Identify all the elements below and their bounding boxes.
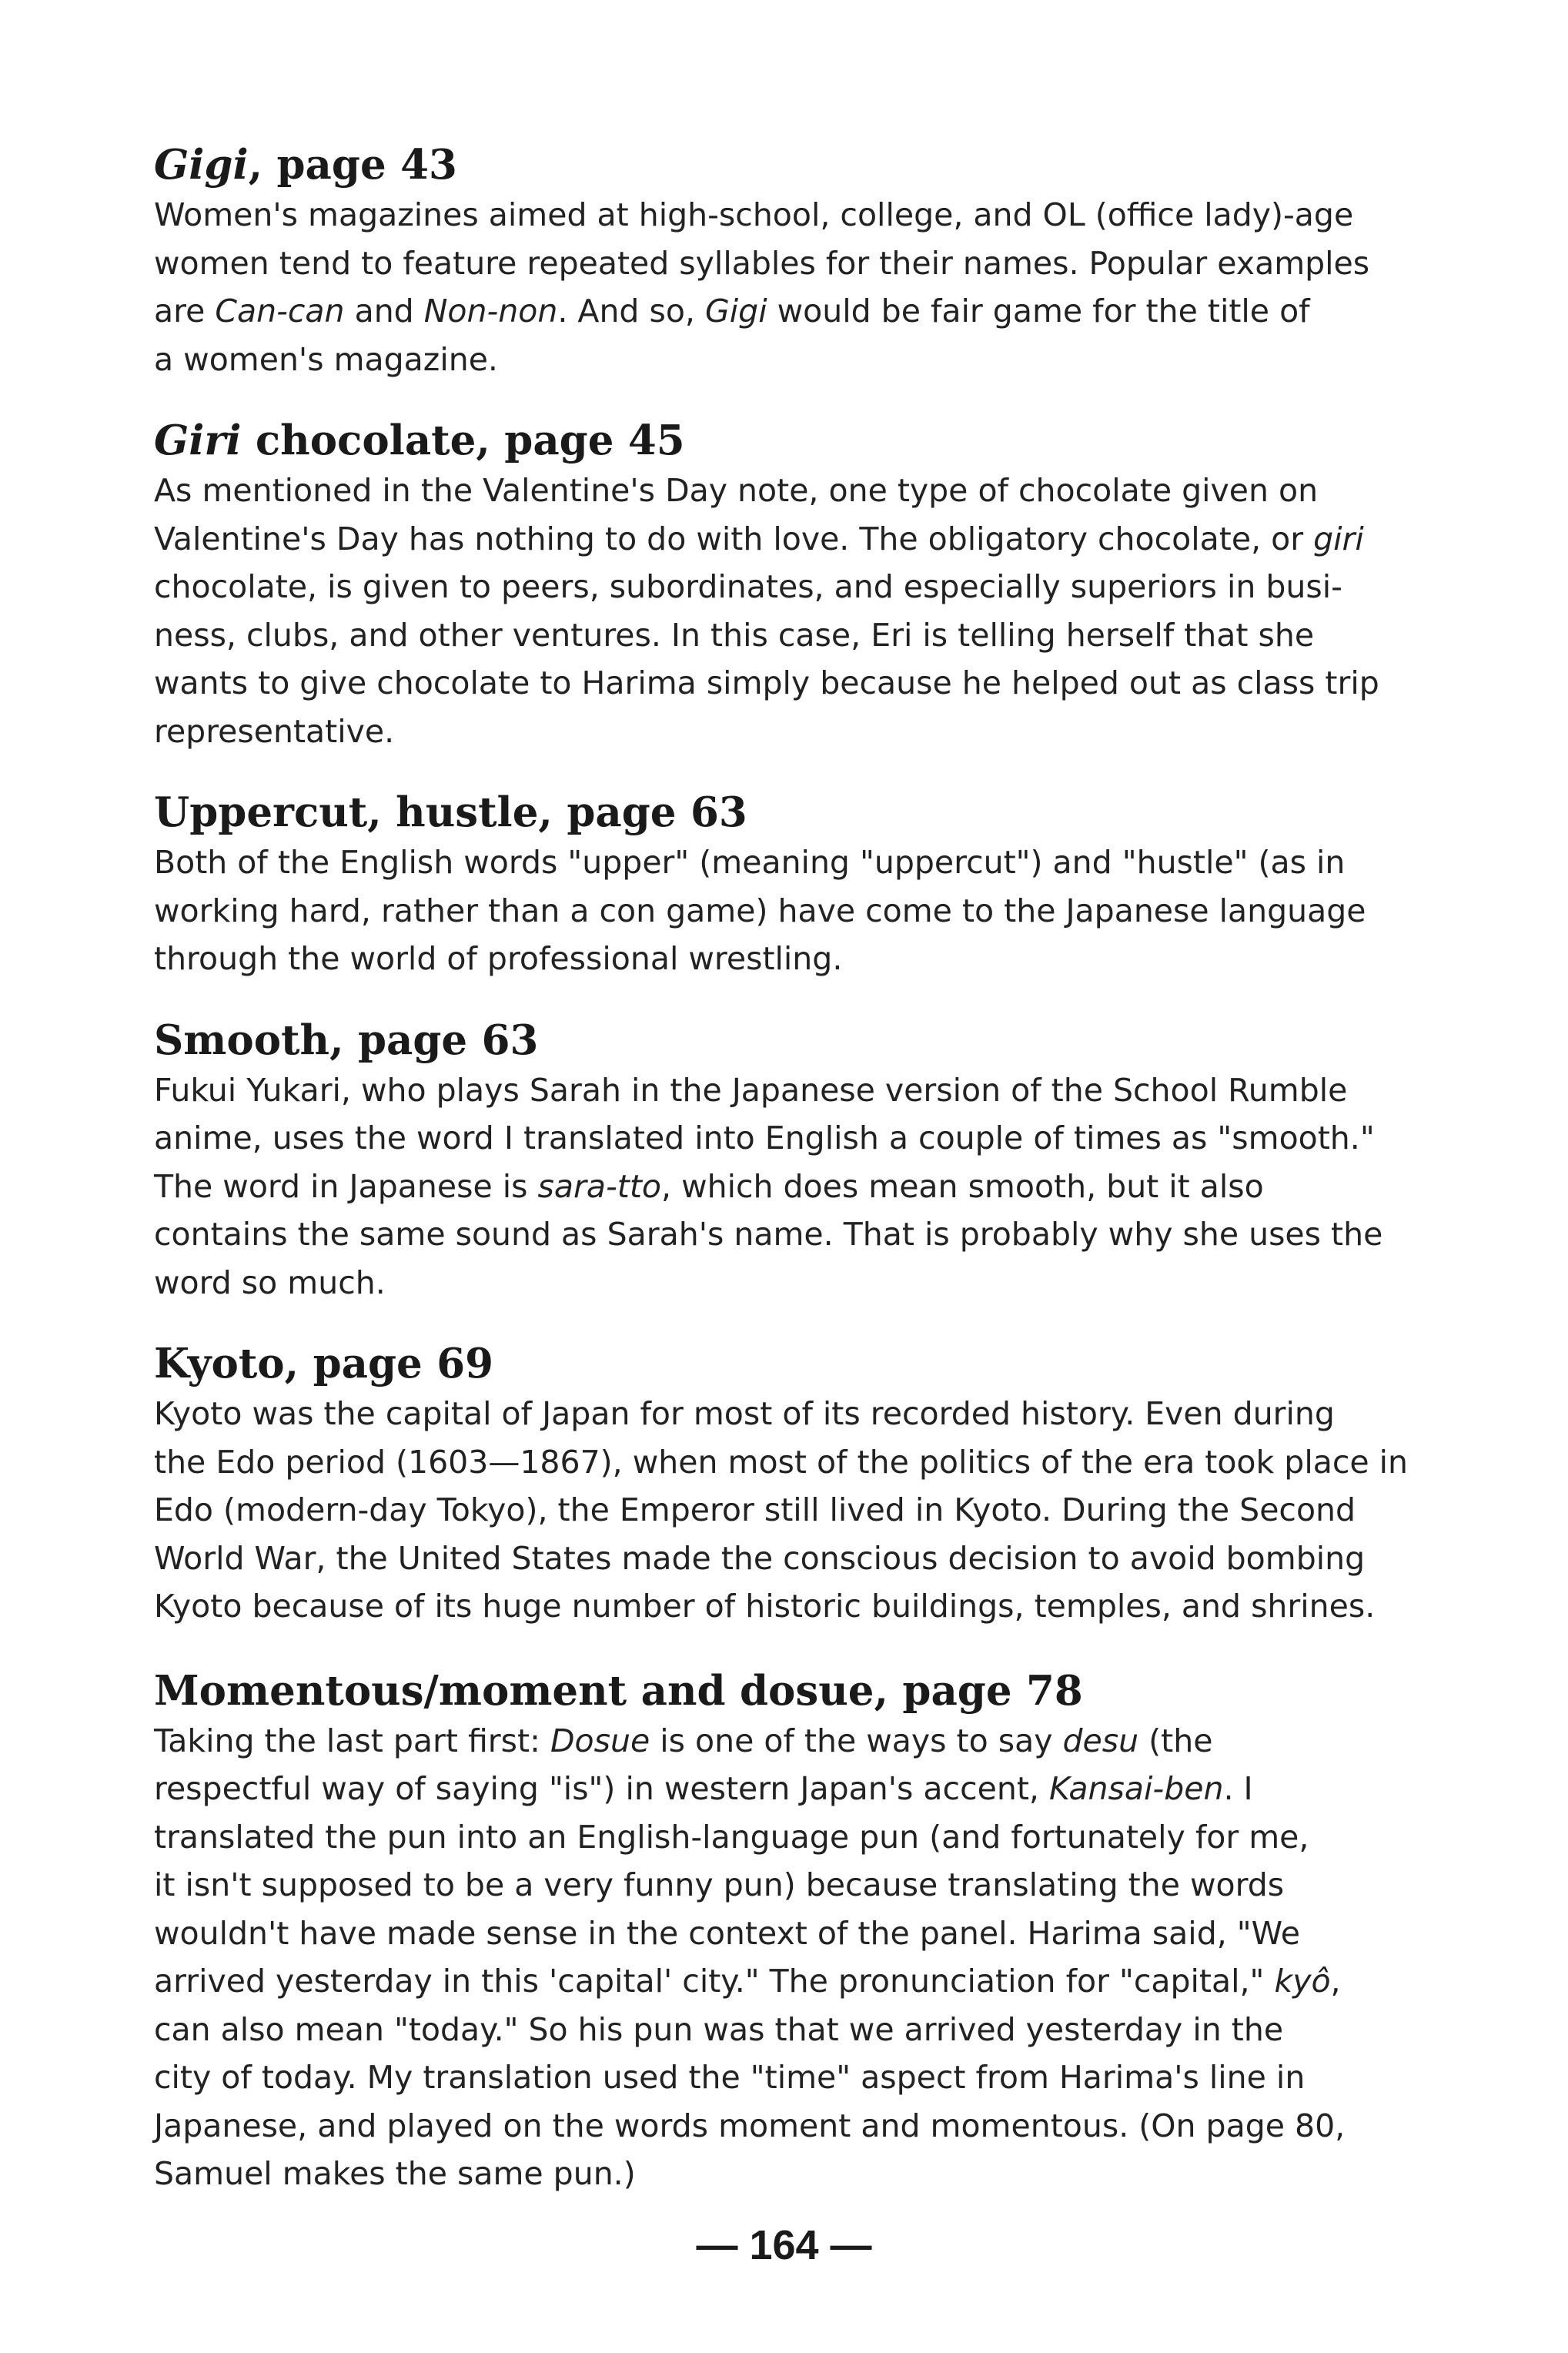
text-run: and [344,293,424,330]
text-run: representative. [154,712,395,750]
text-line [154,1813,1463,1862]
page-number: — 164 — [696,2222,872,2268]
text-run: Both of the English words "upper" (meaning "uppercut") and "hustle" (as in [154,844,1346,881]
text-run: wouldn't have made sense in the context of the panel. Harima said, "We [154,1914,1301,1952]
note-heading [154,139,1463,191]
note-entry [154,1337,1463,1631]
italic-text: kyô [1274,1963,1331,2000]
text-run: Women's magazines aimed at high-school, college, and OL (office lady)-age [154,196,1354,233]
text-run: would be fair game for the title of [767,293,1310,330]
text-run: Uppercut, hustle, page 63 [154,788,747,836]
notes-page [154,139,1463,2229]
text-line [154,467,1463,515]
note-heading [154,414,1463,467]
text-run: the Edo period (1603—1867), when most of the politics of the era took place in [154,1443,1409,1481]
text-run: respectful way of saying "is") in western Japan's accent, [154,1770,1049,1807]
text-line [154,1910,1463,1958]
italic-text: Kansai-ben [1049,1770,1224,1807]
italic-text: desu [1062,1722,1139,1759]
text-run: can also mean "today." So his pun was that we arrived yesterday in the [154,2010,1284,2048]
text-line [154,563,1463,611]
text-run: , [1330,1963,1341,2000]
text-line [154,838,1463,887]
note-body [154,191,1463,383]
text-line [154,1259,1463,1307]
text-run: , which does mean smooth, but it also [661,1167,1264,1205]
text-run: Japanese, and played on the words moment and momentous. (On page 80, [154,2107,1346,2144]
text-line [154,935,1463,983]
italic-text: Gigi [705,293,767,330]
text-line [154,1066,1463,1115]
text-run: Taking the last part first: [154,1722,550,1759]
text-line [154,1861,1463,1910]
note-entry [154,1665,1463,2198]
note-body [154,838,1463,983]
text-line [154,1582,1463,1631]
text-line [154,287,1463,336]
text-run: Samuel makes the same pun.) [154,2155,636,2192]
text-line [154,2150,1463,2198]
text-run: , page 43 [248,141,457,189]
note-heading [154,1014,1463,1066]
italic-text: Gigi [154,141,249,189]
text-run: . And so, [557,293,705,330]
text-line [154,2053,1463,2102]
text-run: (the [1138,1722,1213,1759]
text-line [154,1486,1463,1535]
text-run: The word in Japanese is [154,1167,538,1205]
text-run: arrived yesterday in this 'capital' city." The pronunciation for "capital," [154,1963,1275,2000]
text-line [154,1717,1463,1766]
note-entry [154,139,1463,383]
text-line [154,611,1463,660]
text-line [154,659,1463,708]
text-line [154,1438,1463,1487]
text-run: chocolate, is given to peers, subordinates, and especially superiors in busi- [154,568,1342,605]
text-run: Kyoto because of its huge number of historic buildings, temples, and shrines. [154,1588,1376,1625]
text-run: Momentous/moment and dosue, page 78 [154,1666,1083,1715]
text-run: working hard, rather than a con game) have come to the Japanese language [154,892,1366,929]
text-run: World War, the United States made the conscious decision to avoid bombing [154,1539,1366,1577]
text-run: through the world of professional wrestling. [154,940,843,977]
note-body [154,467,1463,755]
text-line [154,191,1463,239]
text-run: women tend to feature repeated syllables for their names. Popular examples [154,244,1370,282]
note-heading [154,1337,1463,1390]
note-body [154,1717,1463,2198]
text-run: . I [1223,1770,1253,1807]
text-run: Edo (modern-day Tokyo), the Emperor still lived in Kyoto. During the Second [154,1491,1356,1528]
text-line [154,708,1463,756]
text-line [154,1210,1463,1259]
text-line [154,515,1463,564]
text-run: wants to give chocolate to Harima simply because he helped out as class trip [154,664,1379,701]
note-heading [154,1665,1463,1717]
text-line [154,1765,1463,1813]
text-run: is one of the ways to say [650,1722,1063,1759]
note-entry [154,414,1463,755]
text-run: Smooth, page 63 [154,1016,539,1064]
text-run: translated the pun into an English-language pun (and fortunately for me, [154,1818,1309,1856]
text-line [154,2006,1463,2054]
text-run: city of today. My translation used the "time" aspect from Harima's line in [154,2059,1306,2096]
note-entry [154,1014,1463,1307]
italic-text: Non-non [423,293,558,330]
text-run: chocolate, page 45 [241,417,685,464]
italic-text: sara-tto [537,1167,661,1205]
italic-text: Giri [154,417,242,464]
note-entry [154,786,1463,983]
text-run: Fukui Yukari, who plays Sarah in the Japanese version of the School Rumble [154,1071,1348,1109]
note-body [154,1066,1463,1307]
text-run: Kyoto, page 69 [154,1340,493,1387]
text-line [154,1390,1463,1438]
text-run: word so much. [154,1264,386,1301]
note-body [154,1390,1463,1631]
text-line [154,887,1463,936]
text-run: anime, uses the word I translated into English a couple of times as "smooth." [154,1120,1375,1156]
text-run: it isn't supposed to be a very funny pun) because translating the words [154,1866,1285,1903]
text-line [154,1163,1463,1211]
text-line [154,239,1463,288]
text-run: are [154,293,216,330]
text-run: Kyoto was the capital of Japan for most of its recorded history. Even during [154,1395,1335,1432]
text-run: ness, clubs, and other ventures. In this case, Eri is telling herself that she [154,616,1315,654]
italic-text: giri [1313,520,1364,557]
text-run: contains the same sound as Sarah's name. That is probably why she uses the [154,1216,1383,1253]
text-line [154,2102,1463,2151]
text-line [154,1535,1463,1583]
text-run: Valentine's Day has nothing to do with love. The obligatory chocolate, or [154,520,1314,557]
text-run: a women's magazine. [154,340,498,378]
text-line [154,1114,1463,1163]
text-run: As mentioned in the Valentine's Day note, one type of chocolate given on [154,472,1319,509]
italic-text: Can-can [215,293,345,330]
text-line [154,1957,1463,2006]
text-line [154,336,1463,384]
note-heading [154,786,1463,838]
italic-text: Dosue [550,1722,650,1759]
